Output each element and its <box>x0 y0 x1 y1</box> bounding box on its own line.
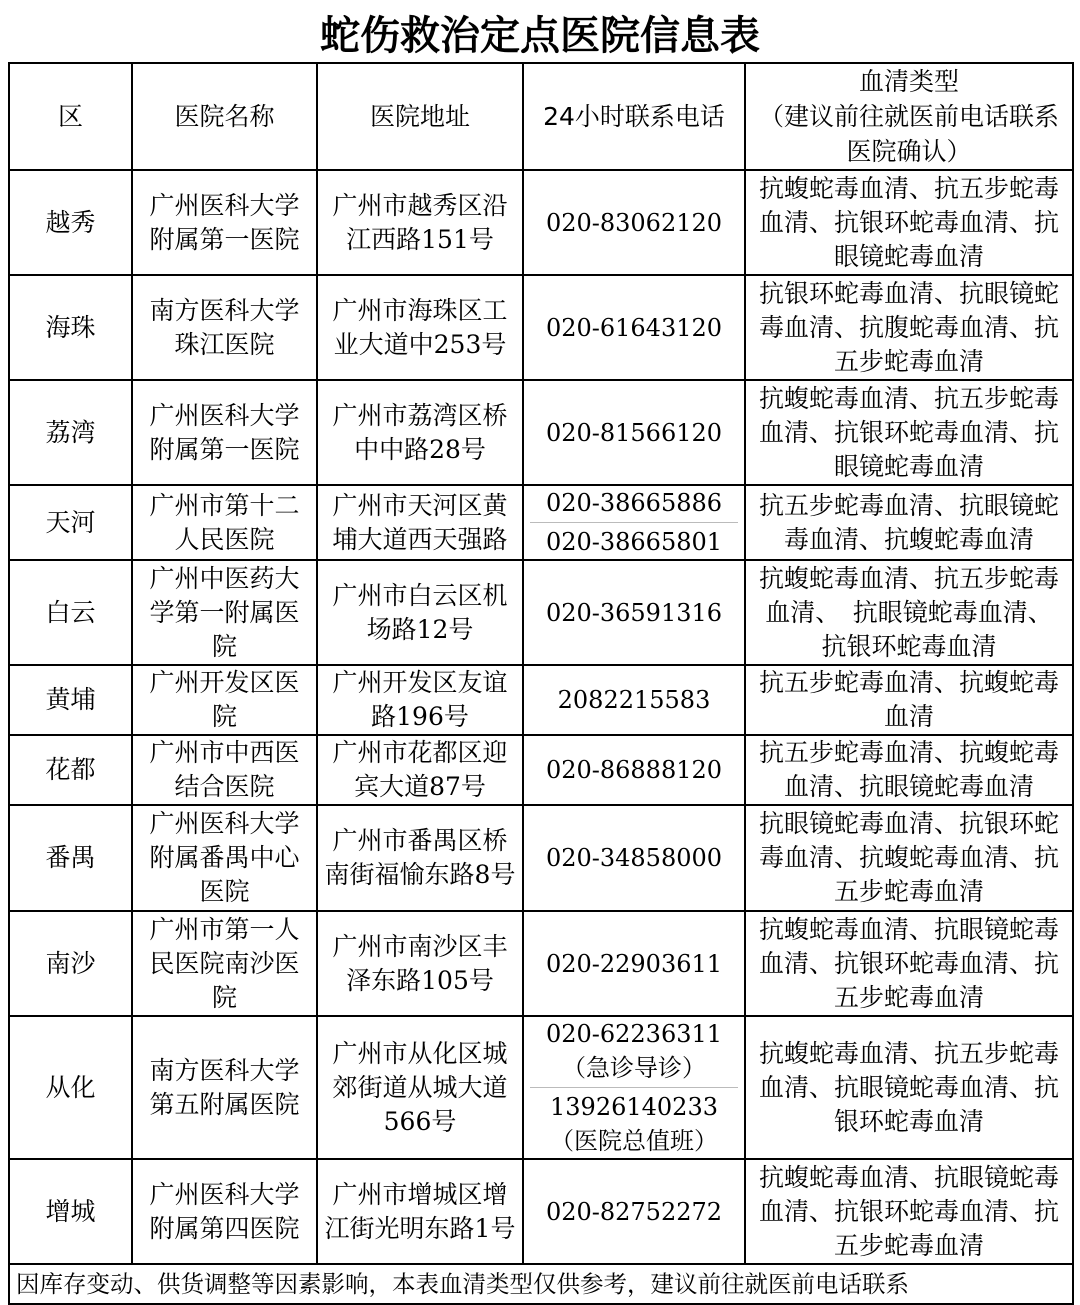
cell-district: 天河 <box>9 485 132 560</box>
cell-address: 广州市增城区增江街光明东路1号 <box>317 1159 523 1264</box>
cell-district: 增城 <box>9 1159 132 1264</box>
phone-divider <box>530 1087 738 1088</box>
page-title: 蛇伤救治定点医院信息表 <box>320 13 760 59</box>
cell-address: 广州市越秀区沿江西路151号 <box>317 170 523 275</box>
cell-serum: 抗五步蛇毒血清、抗蝮蛇毒血清 <box>745 665 1073 735</box>
cell-hospital: 广州医科大学附属第一医院 <box>132 170 317 275</box>
phone-number: 020-83062120 <box>545 208 723 237</box>
table-row <box>9 911 1073 1016</box>
header-district: 区 <box>9 63 132 170</box>
cell-hospital: 南方医科大学第五附属医院 <box>132 1016 317 1159</box>
table-row <box>9 275 1073 380</box>
cell-address: 广州市南沙区丰泽东路105号 <box>317 911 523 1016</box>
cell-district: 南沙 <box>9 911 132 1016</box>
cell-address: 广州市天河区黄埔大道西天强路 <box>317 485 523 560</box>
cell-serum: 抗蝮蛇毒血清、抗眼镜蛇毒血清、抗银环蛇毒血清、抗五步蛇毒血清 <box>745 1159 1073 1264</box>
cell-hospital: 广州医科大学附属番禺中心医院 <box>132 805 317 911</box>
table-row <box>9 380 1073 485</box>
phone-number: 020-62236311（急诊导诊） <box>545 1020 723 1082</box>
header-serum <box>745 63 1073 170</box>
cell-phone <box>523 380 745 485</box>
cell-district: 番禺 <box>9 805 132 911</box>
cell-serum: 抗蝮蛇毒血清、抗眼镜蛇毒血清、抗银环蛇毒血清、抗五步蛇毒血清 <box>745 911 1073 1016</box>
cell-district: 荔湾 <box>9 380 132 485</box>
cell-hospital: 广州市第一人民医院南沙医院 <box>132 911 317 1016</box>
cell-district: 海珠 <box>9 275 132 380</box>
phone-number: 020-61643120 <box>545 313 723 342</box>
table-row <box>9 170 1073 275</box>
cell-address: 广州市海珠区工业大道中253号 <box>317 275 523 380</box>
cell-address: 广州开发区友谊路196号 <box>317 665 523 735</box>
phone-number: 13926140233（医院总值班） <box>550 1093 718 1155</box>
header-phone: 24小时联系电话 <box>523 63 745 170</box>
cell-phone <box>523 911 745 1016</box>
table-row <box>9 1159 1073 1264</box>
table-body <box>9 170 1073 1264</box>
header-hospital: 医院名称 <box>132 63 317 170</box>
cell-address: 广州市花都区迎宾大道87号 <box>317 735 523 805</box>
table-row <box>9 560 1073 665</box>
phone-number: 020-36591316 <box>545 598 723 627</box>
cell-hospital: 广州医科大学附属第四医院 <box>132 1159 317 1264</box>
header-serum-title: 血清类型 <box>858 67 959 96</box>
cell-district: 白云 <box>9 560 132 665</box>
table-row <box>9 735 1073 805</box>
phone-number: 020-81566120 <box>545 418 723 447</box>
cell-address: 广州市番禺区桥南街福愉东路8号 <box>317 805 523 911</box>
hospital-table <box>8 62 1074 1305</box>
phone-number: 2082215583 <box>557 686 711 714</box>
cell-district: 从化 <box>9 1016 132 1159</box>
cell-phone <box>523 1159 745 1264</box>
cell-hospital: 广州中医药大学第一附属医院 <box>132 560 317 665</box>
cell-phone <box>523 485 745 560</box>
cell-address: 广州市荔湾区桥中中路28号 <box>317 380 523 485</box>
cell-district: 越秀 <box>9 170 132 275</box>
cell-hospital: 广州医科大学附属第一医院 <box>132 380 317 485</box>
phone-number: 020-38665801 <box>545 528 723 556</box>
cell-phone <box>523 560 745 665</box>
cell-serum: 抗银环蛇毒血清、抗眼镜蛇毒血清、抗腹蛇毒血清、抗五步蛇毒血清 <box>745 275 1073 380</box>
header-serum-note: （建议前往就医前电话联系医院确认） <box>758 102 1059 166</box>
phone-number: 020-34858000 <box>545 844 723 872</box>
cell-serum: 抗眼镜蛇毒血清、抗银环蛇毒血清、抗蝮蛇毒血清、抗五步蛇毒血清 <box>745 805 1073 911</box>
cell-hospital: 广州市第十二人民医院 <box>132 485 317 560</box>
cell-district: 黄埔 <box>9 665 132 735</box>
phone-number: 020-22903611 <box>545 949 723 978</box>
cell-serum: 抗五步蛇毒血清、抗眼镜蛇毒血清、抗蝮蛇毒血清 <box>745 485 1073 560</box>
cell-phone <box>523 170 745 275</box>
table-row <box>9 1016 1073 1159</box>
cell-phone <box>523 1016 745 1159</box>
cell-district: 花都 <box>9 735 132 805</box>
cell-hospital: 广州开发区医院 <box>132 665 317 735</box>
cell-serum: 抗蝮蛇毒血清、抗五步蛇毒血清、抗银环蛇毒血清、抗眼镜蛇毒血清 <box>745 380 1073 485</box>
footer-note: 因库存变动、供货调整等因素影响，本表血清类型仅供参考，建议前往就医前电话联系 <box>9 1264 1073 1304</box>
cell-phone <box>523 805 745 911</box>
cell-hospital: 广州市中西医结合医院 <box>132 735 317 805</box>
phone-number: 020-82752272 <box>545 1197 723 1226</box>
table-row <box>9 665 1073 735</box>
phone-number: 020-86888120 <box>545 756 723 784</box>
phone-divider <box>530 522 738 523</box>
cell-serum: 抗蝮蛇毒血清、抗五步蛇毒血清、抗银环蛇毒血清、抗眼镜蛇毒血清 <box>745 170 1073 275</box>
cell-hospital: 南方医科大学珠江医院 <box>132 275 317 380</box>
phone-number: 020-38665886 <box>545 489 723 517</box>
cell-serum: 抗五步蛇毒血清、抗蝮蛇毒血清、抗眼镜蛇毒血清 <box>745 735 1073 805</box>
table-row <box>9 485 1073 560</box>
cell-address: 广州市白云区机场路12号 <box>317 560 523 665</box>
cell-phone <box>523 275 745 380</box>
cell-phone <box>523 735 745 805</box>
cell-address: 广州市从化区城郊街道从城大道566号 <box>317 1016 523 1159</box>
footer-row <box>9 1264 1073 1304</box>
cell-phone <box>523 665 745 735</box>
header-address: 医院地址 <box>317 63 523 170</box>
cell-serum: 抗蝮蛇毒血清、抗五步蛇毒血清、抗眼镜蛇毒血清、抗银环蛇毒血清 <box>745 1016 1073 1159</box>
cell-serum: 抗蝮蛇毒血清、抗五步蛇毒血清、 抗眼镜蛇毒血清、抗银环蛇毒血清 <box>745 560 1073 665</box>
table-row <box>9 805 1073 911</box>
table-header-row <box>9 63 1073 170</box>
